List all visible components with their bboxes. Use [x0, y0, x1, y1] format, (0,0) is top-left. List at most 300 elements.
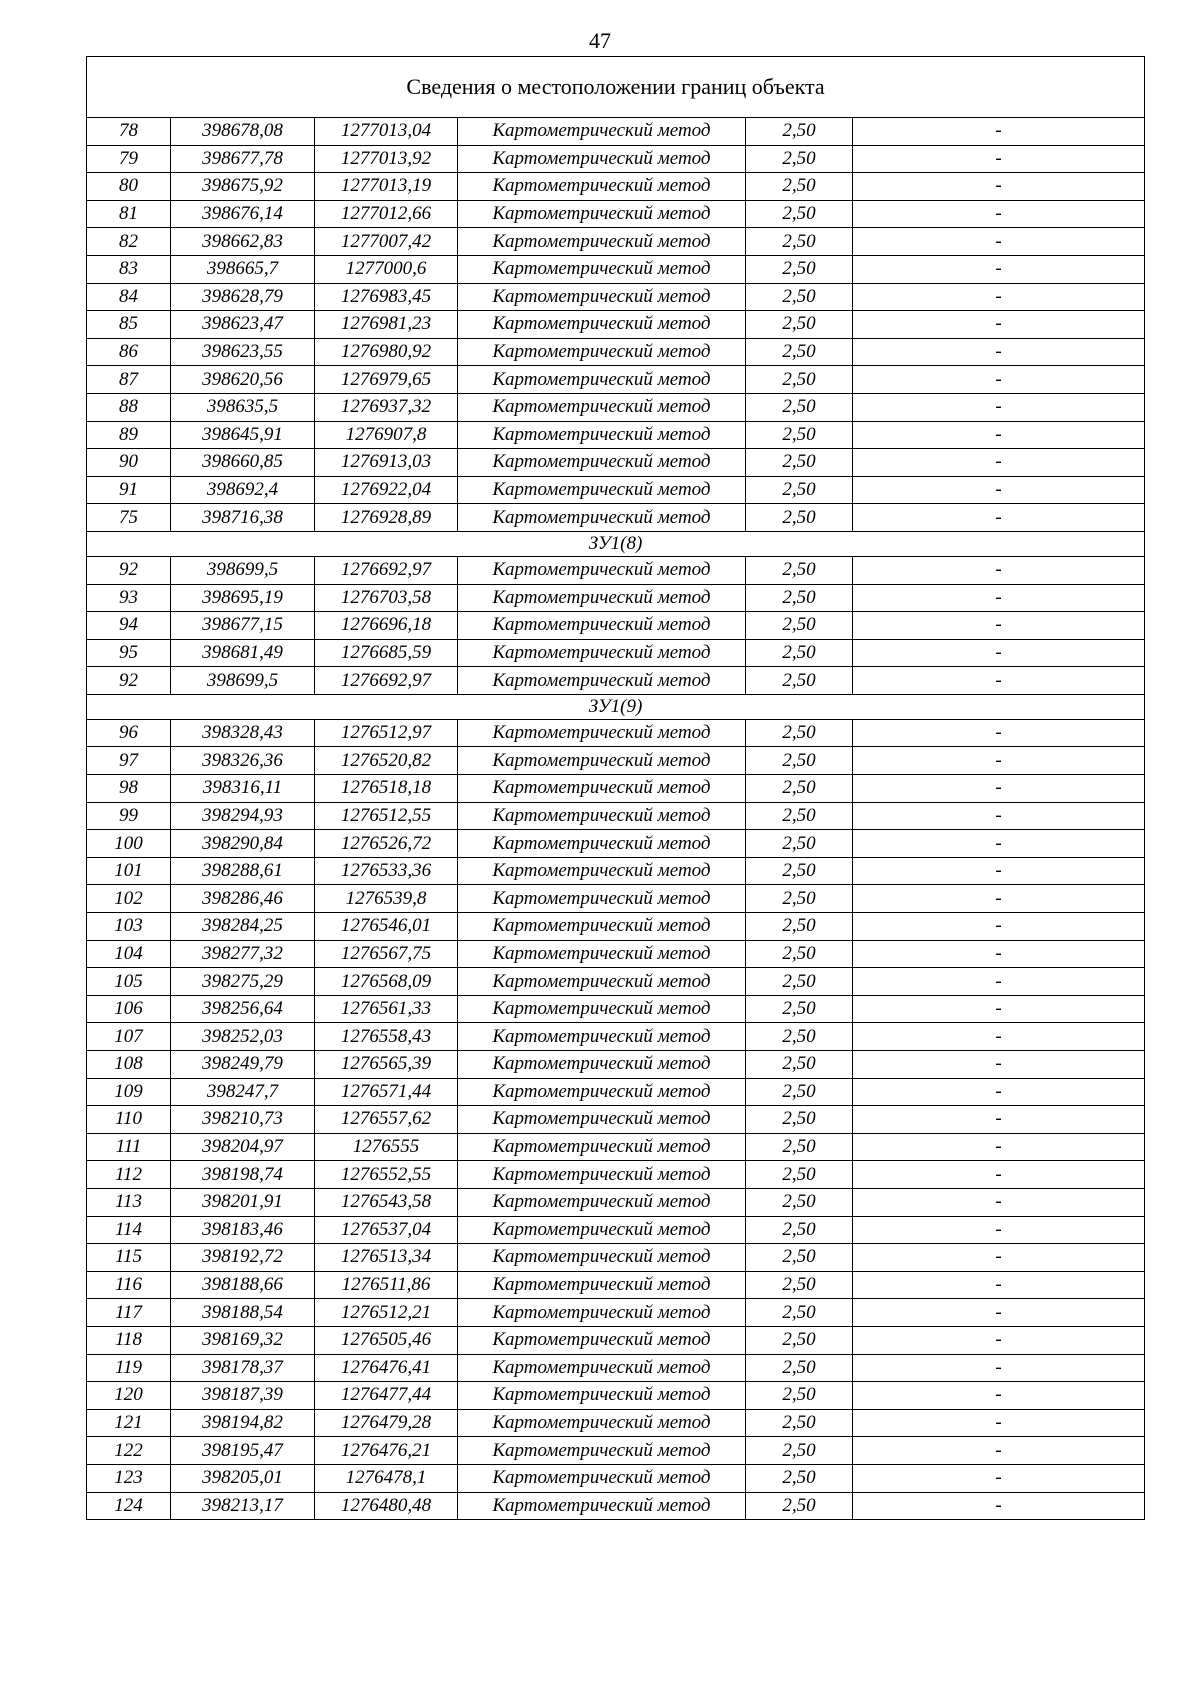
- x-coordinate-cell: 398660,85: [171, 449, 315, 477]
- point-number-cell: 78: [87, 118, 171, 146]
- x-coordinate-cell: 398210,73: [171, 1106, 315, 1134]
- x-coordinate-cell: 398716,38: [171, 504, 315, 532]
- point-number-cell: 92: [87, 556, 171, 584]
- description-cell: -: [853, 118, 1145, 146]
- x-coordinate-cell: 398198,74: [171, 1161, 315, 1189]
- table-row: [87, 421, 1145, 449]
- point-number-cell: 123: [87, 1464, 171, 1492]
- accuracy-cell: 2,50: [746, 1244, 853, 1272]
- x-coordinate-cell: 398192,72: [171, 1244, 315, 1272]
- description-cell: -: [853, 830, 1145, 858]
- x-coordinate-cell: 398249,79: [171, 1051, 315, 1079]
- table-row: [87, 584, 1145, 612]
- accuracy-cell: 2,50: [746, 1161, 853, 1189]
- table-title-row: [87, 57, 1145, 118]
- table-row: [87, 830, 1145, 858]
- point-number-cell: 121: [87, 1409, 171, 1437]
- y-coordinate-cell: 1276567,75: [315, 940, 458, 968]
- description-cell: -: [853, 885, 1145, 913]
- x-coordinate-cell: 398677,15: [171, 612, 315, 640]
- point-number-cell: 83: [87, 255, 171, 283]
- point-number-cell: 84: [87, 283, 171, 311]
- description-cell: -: [853, 747, 1145, 775]
- method-cell: Картометрический метод: [458, 1271, 746, 1299]
- description-cell: -: [853, 775, 1145, 803]
- y-coordinate-cell: 1276480,48: [315, 1492, 458, 1520]
- table-row: [87, 1271, 1145, 1299]
- description-cell: -: [853, 1051, 1145, 1079]
- y-coordinate-cell: 1277007,42: [315, 228, 458, 256]
- point-number-cell: 122: [87, 1437, 171, 1465]
- accuracy-cell: 2,50: [746, 1023, 853, 1051]
- x-coordinate-cell: 398183,46: [171, 1216, 315, 1244]
- x-coordinate-cell: 398328,43: [171, 719, 315, 747]
- point-number-cell: 112: [87, 1161, 171, 1189]
- accuracy-cell: 2,50: [746, 504, 853, 532]
- x-coordinate-cell: 398665,7: [171, 255, 315, 283]
- table-row: [87, 1464, 1145, 1492]
- y-coordinate-cell: 1276568,09: [315, 968, 458, 996]
- y-coordinate-cell: 1276979,65: [315, 366, 458, 394]
- table-row: [87, 504, 1145, 532]
- table-row: [87, 913, 1145, 941]
- description-cell: -: [853, 940, 1145, 968]
- x-coordinate-cell: 398678,08: [171, 118, 315, 146]
- accuracy-cell: 2,50: [746, 1492, 853, 1520]
- x-coordinate-cell: 398213,17: [171, 1492, 315, 1520]
- method-cell: Картометрический метод: [458, 995, 746, 1023]
- method-cell: Картометрический метод: [458, 1492, 746, 1520]
- method-cell: Картометрический метод: [458, 802, 746, 830]
- point-number-cell: 116: [87, 1271, 171, 1299]
- y-coordinate-cell: 1277012,66: [315, 200, 458, 228]
- x-coordinate-cell: 398187,39: [171, 1382, 315, 1410]
- y-coordinate-cell: 1276907,8: [315, 421, 458, 449]
- x-coordinate-cell: 398169,32: [171, 1326, 315, 1354]
- method-cell: Картометрический метод: [458, 1023, 746, 1051]
- y-coordinate-cell: 1276558,43: [315, 1023, 458, 1051]
- method-cell: Картометрический метод: [458, 1464, 746, 1492]
- point-number-cell: 106: [87, 995, 171, 1023]
- y-coordinate-cell: 1276513,34: [315, 1244, 458, 1272]
- table-row: [87, 393, 1145, 421]
- x-coordinate-cell: 398178,37: [171, 1354, 315, 1382]
- accuracy-cell: 2,50: [746, 802, 853, 830]
- method-cell: Картометрический метод: [458, 1216, 746, 1244]
- x-coordinate-cell: 398290,84: [171, 830, 315, 858]
- accuracy-cell: 2,50: [746, 639, 853, 667]
- point-number-cell: 107: [87, 1023, 171, 1051]
- table-row: [87, 476, 1145, 504]
- y-coordinate-cell: 1276546,01: [315, 913, 458, 941]
- table-row: [87, 719, 1145, 747]
- accuracy-cell: 2,50: [746, 995, 853, 1023]
- method-cell: Картометрический метод: [458, 968, 746, 996]
- point-number-cell: 96: [87, 719, 171, 747]
- point-number-cell: 86: [87, 338, 171, 366]
- accuracy-cell: 2,50: [746, 228, 853, 256]
- table-row: [87, 667, 1145, 695]
- point-number-cell: 124: [87, 1492, 171, 1520]
- x-coordinate-cell: 398252,03: [171, 1023, 315, 1051]
- description-cell: -: [853, 311, 1145, 339]
- y-coordinate-cell: 1276505,46: [315, 1326, 458, 1354]
- table-row: [87, 747, 1145, 775]
- table-row: [87, 1078, 1145, 1106]
- y-coordinate-cell: 1276565,39: [315, 1051, 458, 1079]
- point-number-cell: 98: [87, 775, 171, 803]
- y-coordinate-cell: 1276518,18: [315, 775, 458, 803]
- y-coordinate-cell: 1276533,36: [315, 857, 458, 885]
- point-number-cell: 103: [87, 913, 171, 941]
- description-cell: -: [853, 556, 1145, 584]
- accuracy-cell: 2,50: [746, 283, 853, 311]
- accuracy-cell: 2,50: [746, 1437, 853, 1465]
- y-coordinate-cell: 1277013,19: [315, 173, 458, 201]
- accuracy-cell: 2,50: [746, 476, 853, 504]
- point-number-cell: 108: [87, 1051, 171, 1079]
- section-header-row: [87, 531, 1145, 556]
- accuracy-cell: 2,50: [746, 940, 853, 968]
- accuracy-cell: 2,50: [746, 366, 853, 394]
- description-cell: -: [853, 504, 1145, 532]
- accuracy-cell: 2,50: [746, 1464, 853, 1492]
- table-row: [87, 145, 1145, 173]
- x-coordinate-cell: 398326,36: [171, 747, 315, 775]
- table-row: [87, 1382, 1145, 1410]
- point-number-cell: 81: [87, 200, 171, 228]
- accuracy-cell: 2,50: [746, 830, 853, 858]
- point-number-cell: 82: [87, 228, 171, 256]
- x-coordinate-cell: 398699,5: [171, 667, 315, 695]
- table-row: [87, 311, 1145, 339]
- description-cell: -: [853, 802, 1145, 830]
- method-cell: Картометрический метод: [458, 421, 746, 449]
- accuracy-cell: 2,50: [746, 255, 853, 283]
- accuracy-cell: 2,50: [746, 1188, 853, 1216]
- point-number-cell: 92: [87, 667, 171, 695]
- x-coordinate-cell: 398316,11: [171, 775, 315, 803]
- method-cell: Картометрический метод: [458, 118, 746, 146]
- description-cell: -: [853, 1133, 1145, 1161]
- point-number-cell: 75: [87, 504, 171, 532]
- description-cell: -: [853, 584, 1145, 612]
- method-cell: Картометрический метод: [458, 283, 746, 311]
- y-coordinate-cell: 1276685,59: [315, 639, 458, 667]
- x-coordinate-cell: 398676,14: [171, 200, 315, 228]
- section-label: ЗУ1(9): [87, 694, 1145, 719]
- table-row: [87, 366, 1145, 394]
- table-row: [87, 885, 1145, 913]
- accuracy-cell: 2,50: [746, 719, 853, 747]
- table-row: [87, 1133, 1145, 1161]
- y-coordinate-cell: 1276922,04: [315, 476, 458, 504]
- point-number-cell: 115: [87, 1244, 171, 1272]
- point-number-cell: 109: [87, 1078, 171, 1106]
- method-cell: Картометрический метод: [458, 504, 746, 532]
- accuracy-cell: 2,50: [746, 421, 853, 449]
- y-coordinate-cell: 1277000,6: [315, 255, 458, 283]
- method-cell: Картометрический метод: [458, 1161, 746, 1189]
- y-coordinate-cell: 1276512,97: [315, 719, 458, 747]
- method-cell: Картометрический метод: [458, 1106, 746, 1134]
- table-row: [87, 173, 1145, 201]
- x-coordinate-cell: 398275,29: [171, 968, 315, 996]
- method-cell: Картометрический метод: [458, 612, 746, 640]
- accuracy-cell: 2,50: [746, 968, 853, 996]
- table-row: [87, 1326, 1145, 1354]
- table-row: [87, 1188, 1145, 1216]
- section-header-row: [87, 694, 1145, 719]
- x-coordinate-cell: 398188,54: [171, 1299, 315, 1327]
- description-cell: -: [853, 1299, 1145, 1327]
- y-coordinate-cell: 1276477,44: [315, 1382, 458, 1410]
- description-cell: -: [853, 1106, 1145, 1134]
- method-cell: Картометрический метод: [458, 173, 746, 201]
- section-label: ЗУ1(8): [87, 531, 1145, 556]
- y-coordinate-cell: 1276983,45: [315, 283, 458, 311]
- y-coordinate-cell: 1276476,21: [315, 1437, 458, 1465]
- accuracy-cell: 2,50: [746, 1078, 853, 1106]
- description-cell: -: [853, 145, 1145, 173]
- accuracy-cell: 2,50: [746, 556, 853, 584]
- method-cell: Картометрический метод: [458, 1299, 746, 1327]
- method-cell: Картометрический метод: [458, 1382, 746, 1410]
- method-cell: Картометрический метод: [458, 255, 746, 283]
- point-number-cell: 85: [87, 311, 171, 339]
- accuracy-cell: 2,50: [746, 885, 853, 913]
- y-coordinate-cell: 1276537,04: [315, 1216, 458, 1244]
- description-cell: -: [853, 449, 1145, 477]
- x-coordinate-cell: 398699,5: [171, 556, 315, 584]
- accuracy-cell: 2,50: [746, 584, 853, 612]
- description-cell: -: [853, 366, 1145, 394]
- description-cell: -: [853, 393, 1145, 421]
- point-number-cell: 102: [87, 885, 171, 913]
- description-cell: -: [853, 1188, 1145, 1216]
- y-coordinate-cell: 1276703,58: [315, 584, 458, 612]
- y-coordinate-cell: 1276571,44: [315, 1078, 458, 1106]
- accuracy-cell: 2,50: [746, 1106, 853, 1134]
- x-coordinate-cell: 398692,4: [171, 476, 315, 504]
- y-coordinate-cell: 1276696,18: [315, 612, 458, 640]
- method-cell: Картометрический метод: [458, 857, 746, 885]
- method-cell: Картометрический метод: [458, 940, 746, 968]
- method-cell: Картометрический метод: [458, 556, 746, 584]
- accuracy-cell: 2,50: [746, 1326, 853, 1354]
- accuracy-cell: 2,50: [746, 311, 853, 339]
- description-cell: -: [853, 1492, 1145, 1520]
- y-coordinate-cell: 1276479,28: [315, 1409, 458, 1437]
- x-coordinate-cell: 398205,01: [171, 1464, 315, 1492]
- method-cell: Картометрический метод: [458, 584, 746, 612]
- method-cell: Картометрический метод: [458, 200, 746, 228]
- accuracy-cell: 2,50: [746, 667, 853, 695]
- description-cell: -: [853, 1326, 1145, 1354]
- description-cell: -: [853, 1409, 1145, 1437]
- table-row: [87, 1106, 1145, 1134]
- x-coordinate-cell: 398677,78: [171, 145, 315, 173]
- method-cell: Картометрический метод: [458, 1051, 746, 1079]
- table-row: [87, 1023, 1145, 1051]
- accuracy-cell: 2,50: [746, 857, 853, 885]
- accuracy-cell: 2,50: [746, 1409, 853, 1437]
- method-cell: Картометрический метод: [458, 393, 746, 421]
- accuracy-cell: 2,50: [746, 1051, 853, 1079]
- method-cell: Картометрический метод: [458, 747, 746, 775]
- y-coordinate-cell: 1276981,23: [315, 311, 458, 339]
- method-cell: Картометрический метод: [458, 1078, 746, 1106]
- description-cell: -: [853, 639, 1145, 667]
- method-cell: Картометрический метод: [458, 830, 746, 858]
- description-cell: -: [853, 612, 1145, 640]
- point-number-cell: 93: [87, 584, 171, 612]
- table-row: [87, 1492, 1145, 1520]
- accuracy-cell: 2,50: [746, 1299, 853, 1327]
- method-cell: Картометрический метод: [458, 1326, 746, 1354]
- table-row: [87, 200, 1145, 228]
- description-cell: -: [853, 719, 1145, 747]
- method-cell: Картометрический метод: [458, 145, 746, 173]
- x-coordinate-cell: 398635,5: [171, 393, 315, 421]
- table-row: [87, 338, 1145, 366]
- point-number-cell: 94: [87, 612, 171, 640]
- accuracy-cell: 2,50: [746, 1271, 853, 1299]
- description-cell: -: [853, 1464, 1145, 1492]
- accuracy-cell: 2,50: [746, 118, 853, 146]
- y-coordinate-cell: 1276520,82: [315, 747, 458, 775]
- table-row: [87, 802, 1145, 830]
- point-number-cell: 88: [87, 393, 171, 421]
- x-coordinate-cell: 398195,47: [171, 1437, 315, 1465]
- method-cell: Картометрический метод: [458, 639, 746, 667]
- table-row: [87, 556, 1145, 584]
- point-number-cell: 97: [87, 747, 171, 775]
- description-cell: -: [853, 421, 1145, 449]
- description-cell: -: [853, 476, 1145, 504]
- accuracy-cell: 2,50: [746, 1354, 853, 1382]
- accuracy-cell: 2,50: [746, 747, 853, 775]
- y-coordinate-cell: 1276913,03: [315, 449, 458, 477]
- description-cell: -: [853, 283, 1145, 311]
- point-number-cell: 87: [87, 366, 171, 394]
- y-coordinate-cell: 1276476,41: [315, 1354, 458, 1382]
- table-row: [87, 940, 1145, 968]
- method-cell: Картометрический метод: [458, 1354, 746, 1382]
- method-cell: Картометрический метод: [458, 1437, 746, 1465]
- method-cell: Картометрический метод: [458, 775, 746, 803]
- point-number-cell: 80: [87, 173, 171, 201]
- table-row: [87, 1244, 1145, 1272]
- accuracy-cell: 2,50: [746, 393, 853, 421]
- point-number-cell: 99: [87, 802, 171, 830]
- accuracy-cell: 2,50: [746, 612, 853, 640]
- table-row: [87, 995, 1145, 1023]
- point-number-cell: 104: [87, 940, 171, 968]
- table-row: [87, 1216, 1145, 1244]
- x-coordinate-cell: 398628,79: [171, 283, 315, 311]
- description-cell: -: [853, 200, 1145, 228]
- description-cell: -: [853, 1216, 1145, 1244]
- point-number-cell: 95: [87, 639, 171, 667]
- accuracy-cell: 2,50: [746, 173, 853, 201]
- x-coordinate-cell: 398288,61: [171, 857, 315, 885]
- description-cell: -: [853, 1271, 1145, 1299]
- y-coordinate-cell: 1276561,33: [315, 995, 458, 1023]
- method-cell: Картометрический метод: [458, 311, 746, 339]
- description-cell: -: [853, 228, 1145, 256]
- y-coordinate-cell: 1276692,97: [315, 667, 458, 695]
- y-coordinate-cell: 1277013,92: [315, 145, 458, 173]
- description-cell: -: [853, 338, 1145, 366]
- method-cell: Картометрический метод: [458, 719, 746, 747]
- description-cell: -: [853, 1437, 1145, 1465]
- boundary-table-container: [86, 56, 1144, 1520]
- description-cell: -: [853, 173, 1145, 201]
- point-number-cell: 119: [87, 1354, 171, 1382]
- table-row: [87, 968, 1145, 996]
- table-row: [87, 283, 1145, 311]
- point-number-cell: 111: [87, 1133, 171, 1161]
- y-coordinate-cell: 1276555: [315, 1133, 458, 1161]
- point-number-cell: 101: [87, 857, 171, 885]
- table-row: [87, 1437, 1145, 1465]
- method-cell: Картометрический метод: [458, 885, 746, 913]
- point-number-cell: 89: [87, 421, 171, 449]
- y-coordinate-cell: 1276557,62: [315, 1106, 458, 1134]
- accuracy-cell: 2,50: [746, 1216, 853, 1244]
- accuracy-cell: 2,50: [746, 913, 853, 941]
- x-coordinate-cell: 398284,25: [171, 913, 315, 941]
- y-coordinate-cell: 1276512,21: [315, 1299, 458, 1327]
- table-row: [87, 639, 1145, 667]
- x-coordinate-cell: 398623,47: [171, 311, 315, 339]
- description-cell: -: [853, 1244, 1145, 1272]
- x-coordinate-cell: 398256,64: [171, 995, 315, 1023]
- y-coordinate-cell: 1276692,97: [315, 556, 458, 584]
- point-number-cell: 114: [87, 1216, 171, 1244]
- point-number-cell: 90: [87, 449, 171, 477]
- table-row: [87, 1161, 1145, 1189]
- y-coordinate-cell: 1276539,8: [315, 885, 458, 913]
- accuracy-cell: 2,50: [746, 775, 853, 803]
- y-coordinate-cell: 1276543,58: [315, 1188, 458, 1216]
- x-coordinate-cell: 398620,56: [171, 366, 315, 394]
- table-row: [87, 775, 1145, 803]
- method-cell: Картометрический метод: [458, 1409, 746, 1437]
- point-number-cell: 113: [87, 1188, 171, 1216]
- description-cell: -: [853, 968, 1145, 996]
- accuracy-cell: 2,50: [746, 1382, 853, 1410]
- x-coordinate-cell: 398188,66: [171, 1271, 315, 1299]
- x-coordinate-cell: 398294,93: [171, 802, 315, 830]
- x-coordinate-cell: 398623,55: [171, 338, 315, 366]
- table-row: [87, 612, 1145, 640]
- table-row: [87, 118, 1145, 146]
- point-number-cell: 118: [87, 1326, 171, 1354]
- accuracy-cell: 2,50: [746, 200, 853, 228]
- description-cell: -: [853, 667, 1145, 695]
- point-number-cell: 120: [87, 1382, 171, 1410]
- method-cell: Картометрический метод: [458, 228, 746, 256]
- description-cell: -: [853, 995, 1145, 1023]
- method-cell: Картометрический метод: [458, 1188, 746, 1216]
- description-cell: -: [853, 857, 1145, 885]
- y-coordinate-cell: 1276928,89: [315, 504, 458, 532]
- x-coordinate-cell: 398194,82: [171, 1409, 315, 1437]
- description-cell: -: [853, 255, 1145, 283]
- x-coordinate-cell: 398645,91: [171, 421, 315, 449]
